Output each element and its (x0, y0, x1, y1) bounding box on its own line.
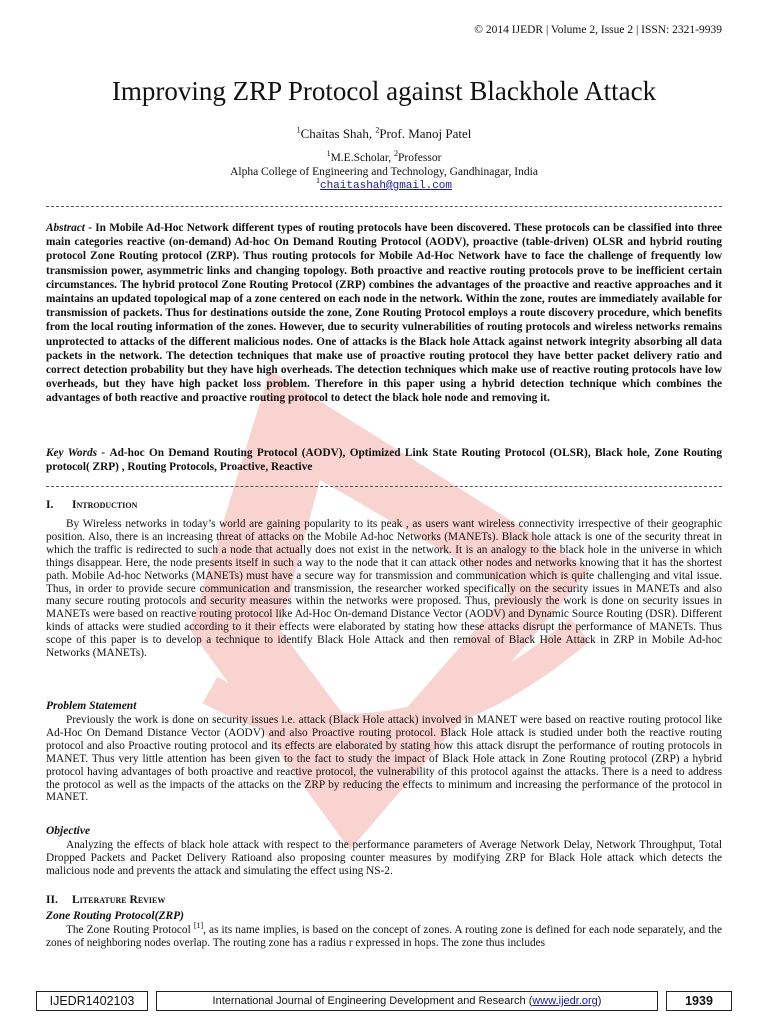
problem-statement-heading: Problem Statement (46, 700, 137, 712)
journal-link[interactable]: www.ijedr.org (532, 995, 598, 1007)
paper-id: IJEDR1402103 (36, 991, 148, 1011)
journal-header: © 2014 IJEDR | Volume 2, Issue 2 | ISSN: 2321-9939 (474, 24, 722, 36)
section-heading-introduction: I. Introduction (46, 499, 138, 511)
objective-heading: Objective (46, 825, 91, 837)
author-line: $^1$Chaitas Shah, $^2$Prof. Manoj Patel (296, 125, 472, 141)
divider (46, 486, 722, 487)
citation-ref[interactable]: [1] (193, 921, 204, 931)
problem-statement-paragraph: Previously the work is done on security issues i.e. attack (Black Hole attack) involved in MANET were based on reactive routing protocol like Ad-Hoc On Demand Distance Vector (AODV) and also Proactive routing protocol. Black Hole attack is studied under both the reactive routing protocol and also Proactive routing protocol and its effects are elaborated by stating how this attack disrupt the performance of routing protocols in MANET. Thus very little attention has been given to the fact to study the impact of Black Hole attack in Zone Routing protocol (ZRP) a hybrid protocol having advantages of both proactive and reactive protocol, the vulnerability of this protocol against the attacks. There is a need to address the protocol as well as the impacts of the attacks on the ZRP by reducing the effects to minimum and increasing the performance of the protocol in MANET. (46, 714, 722, 804)
zrp-heading: Zone Routing Protocol(ZRP) (46, 910, 184, 922)
journal-name: International Journal of Engineering Development and Research ( www.ijedr.org ) (156, 991, 658, 1011)
author-email[interactable]: $^1$chaitashah@gmail.com (315, 176, 453, 192)
author-2: Prof. Manoj Patel (379, 126, 472, 141)
keywords-text: Ad-hoc On Demand Routing Protocol (AODV), Optimized Link State Routing Protocol (OLSR), Black hole, Zone Routing protocol( ZRP) , Routing Protocols, Proactive, Reactive (46, 447, 722, 474)
abstract-label: Abstract - (46, 222, 96, 234)
keywords-label: Key Words - (46, 447, 110, 459)
section-heading-literature-review: II. Literature Review (46, 894, 166, 906)
affiliation-block (46, 149, 722, 194)
abstract (46, 221, 722, 406)
paper-title: Improving ZRP Protocol against Blackhole Attack (111, 76, 657, 106)
introduction-paragraph: By Wireless networks in today’s world are gaining popularity to its peak , as users want wireless connectivity irrespective of their geographic position. Also, there is an increasing threat of attacks on the Mobile Ad-hoc Networks (MANETs). Black hole attack is one of the security threat in which the traffic is redirected to such a node that actually does not exist in the network. It is an analogy to the black hole in the universe in which things disappear. Here, the node presents itself in such a way to the node that it can attack other nodes and networks knowing that it has the shortest path. Mobile Ad-hoc Networks (MANETs) must have a secure way for transmission and communication which is quite challenging and vital issue. Thus, in order to provide secure communication and transmission, the researcher worked specifically on the security issues in MANETs and also many secure routing protocols and security measures within the networks were proposed. Thus, previously the work is done on security issues in MANETs were based on reactive routing protocol like Ad-Hoc On-demand Distance Vector (AODV) and Dynamic Source Routing (DSR). Different kinds of attacks were studied according to it their effects were elaborated by stating how these attacks disrupt the performance of MANETs. Thus scope of this paper is to develop a technique to identify Black Hole Attack and then removal of Black Hole Attack in ZRP in Mobile Ad-hoc Networks (MANETs). (46, 518, 722, 660)
zrp-paragraph: The Zone Routing Protocol [1], as its name implies, is based on the concept of zones. A routing zone is defined for each node separately, and the zones of neighboring nodes overlap. The routing zone has a radius r expressed in hops. The zone thus includes (46, 921, 722, 949)
divider (46, 206, 722, 207)
keywords (46, 446, 722, 474)
affiliation-roles: $^1$M.E.Scholar, $^2$Professor (326, 149, 442, 164)
page-footer (36, 990, 732, 1012)
affiliation-institution: Alpha College of Engineering and Technology, Gandhinagar, India (230, 165, 538, 178)
abstract-text: In Mobile Ad-Hoc Network different types of routing protocols have been discovered. These protocols can be classified into three main categories reactive (on-demand) Ad-hoc On Demand Routing Protocol (AODV), proactive (table-driven) OLSR and hybrid routing protocol Zone Routing protocol (ZRP). Thus routing protocols for Mobile Ad-Hoc Network have to face the challenge of frequently low transmission power, asymmetric links and changing topology. Both proactive and reactive routing protocols prove to be inefficient certain circumstances. The hybrid protocol Zone Routing Protocol (ZRP) combines the advantages of the proactive and reactive approaches and it maintains an updated topological map of a zone centered on each node in the network. Within the zone, routes are immediately available for transmission of packets. Thus for destinations outside the zone, Zone Routing Protocol employs a route discovery procedure, which benefits from the local routing information of the zones. However, due to security vulnerabilities of routing protocols and wireless networks remains unprotected to attacks of the different malicious nodes. One of attacks is the Black hole Attack against network integrity absorbing all data packets in the network. The detection techniques that make use of proactive routing protocol they have better packet delivery ratio and correct detection probability but they have high overheads. The detection techniques which make use of reactive routing protocols have low overheads, but they have high packet loss problem. Therefore in this paper using a hybrid detection technique which combines the advantages of both reactive and proactive routing protocol to detect the black hole node and removing it. (46, 222, 722, 405)
author-1: Chaitas Shah, (300, 126, 376, 141)
objective-paragraph: Analyzing the effects of black hole attack with respect to the performance parameters of Average Network Delay, Network Throughput, Total Dropped Packets and Packet Delivery Ratioand also proposing counter measures by modifying ZRP for Black Hole attack which detects the malicious node and prevents the attack and simulating the effect using NS-2. (46, 839, 722, 877)
page-number: 1939 (666, 991, 732, 1011)
